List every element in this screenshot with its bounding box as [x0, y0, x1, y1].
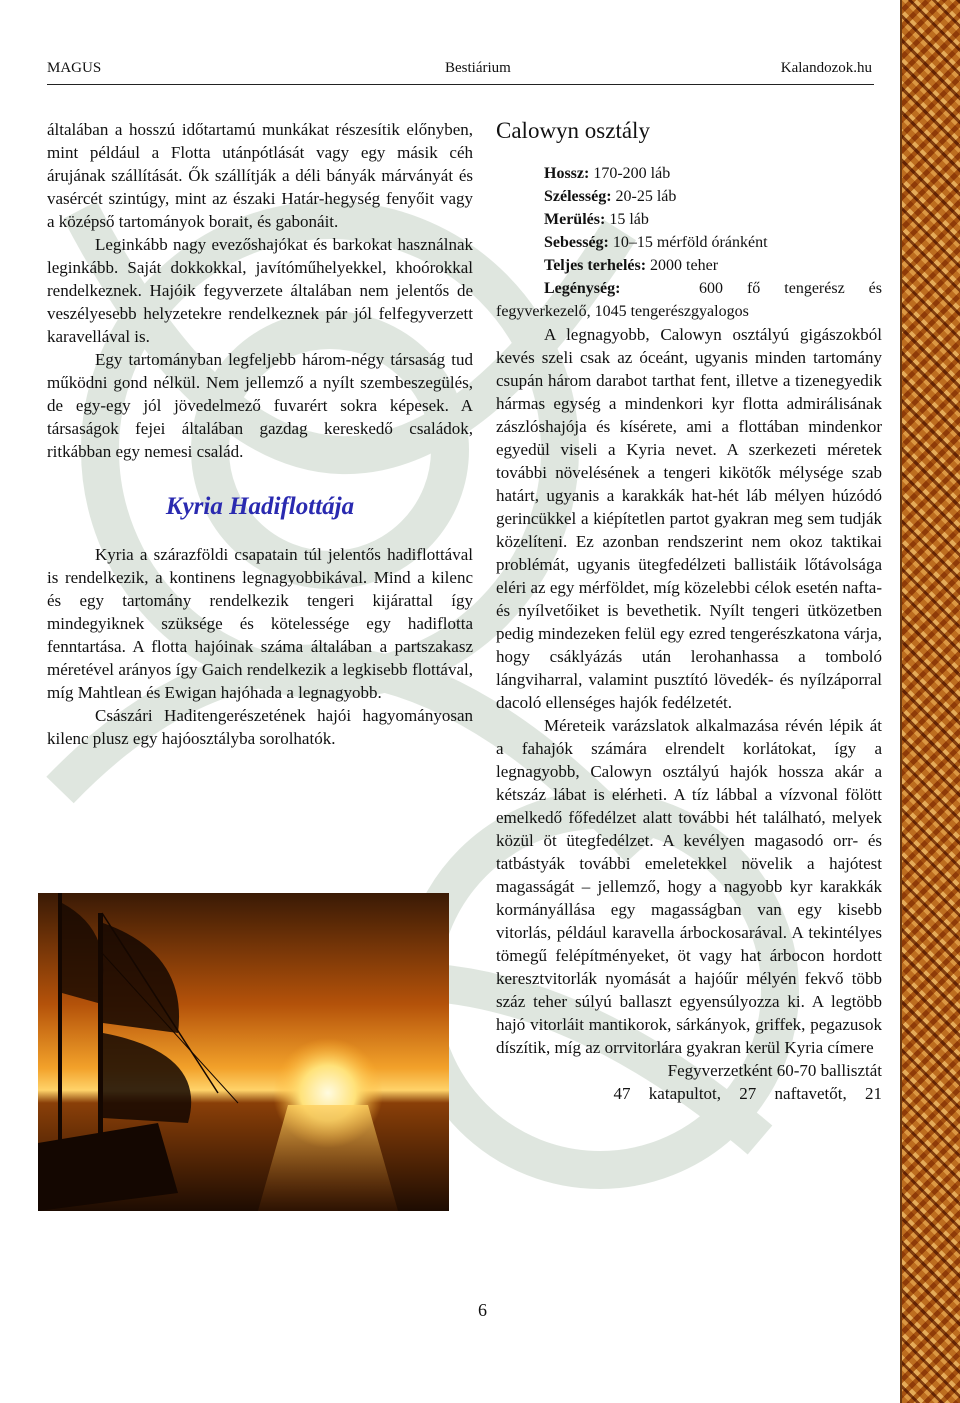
paragraph: Méreteik varázslatok alkalmazása révén lépik át a fahajók számára elrendelt korlátokat, így a legnagyobb, Calowyn osztályú hajók hossza akár a kétszáz lábat is elérheti. A tíz lábbal a vízvonal fölött emelkedő főfedélzet alatt további hét található, melyek közül öt ütegfedélzet. A kevélyen magasodó orr- és tatbástyák további emeletekkel növelik a hajótest magasságát – jellemző, hogy a nagyobb kyr karakkák kormányállása egy magasságban van egy kisebb vitorlás, például karavella árbockosarával. A tekintélyes tömegű felépítményeket, öt vagy hat árbocon hordott keresztvitorlák nyomását a hajóűr mélyén fekvő több száz teher súlyú ballaszt egyensúlyozza ki. A legtöbb hajó vitorláit mantikorok, sárkányok, griffek, pegazusok díszítik, míg az orrvitorlára gyakran kerül Kyria címere [496, 716, 882, 1057]
paragraph: Leginkább nagy evezőshajókat és barkokat használnak leginkább. Saját dokkokkal, javítóműhelyekkel, khoórokkal rendelkeznek. Hajóik fegyverzete általában nem jelentős de veszélyesebb helyzetekre rendelkeznek pár jól felfegyverzett karavellával is. [47, 235, 473, 346]
paragraph: Császári Haditengerészetének hajói hagyományosan kilenc plusz egy hajóosztályba sorolhatók. [47, 706, 473, 748]
spec-load [496, 254, 882, 277]
paragraph: A legnagyobb, Calowyn osztályú gigászokból kevés szeli csak az óceánt, ugyanis minden tartomány csupán három darabot tarthat fent, illetve a tizenegyedik hármas egység a mindenkori kyr flotta admirálisának zászlóshajója és kísérete, ami a flottában mindenkor egyedül viseli a Kyria nevet. A szerkezeti méretek további növelésének a tengeri kikötők mélysége szab határt, ugyanis a karakkák hat-hét láb mélyen húzódó gerincükkel a kiépítetlen partot gyakran meg sem tudják közelíteni. Ez azonban rendszerint nem okoz taktikai problémát, ugyanis ütegfedélzeti ballistáik lőtávolsága eléri az egy mérföldet, míg közelebbi célok esetén nafta- és nyílvetőiket is bevethetik. Nyílt tengeri ütközetben pedig mindezeken felül egy ezred tengerészkatona várja, hogy csáklyázás után lerohanhassa a tomboló lángviharral, valamint pusztító lövedék- és nyílzáporral dacoló ellenséges hajók fedélzetét. [496, 325, 882, 712]
header-center: Bestiárium [445, 60, 511, 76]
spec-length [496, 162, 882, 185]
spec-speed [496, 231, 882, 254]
header-left: MAGUS [47, 60, 102, 76]
paragraph: általában a hosszú időtartamú munkákat részesítik előnyben, mint például a Flotta utánpótlását vagy egy másik céh árujának szállítását. Ők szállítják a déli bányák márványát és vasércét szintúgy, mint az északi Határ-hegység fenyőit vagy a középső tartományok borait, és gabonáit. [47, 120, 473, 231]
spec-value: 2000 teher [650, 257, 719, 274]
section-title: Kyria Hadiflottája [165, 493, 355, 520]
sunset-ship-image [38, 893, 449, 1211]
class-title: Calowyn osztály [496, 118, 650, 143]
spec-label: Merülés: [544, 211, 606, 228]
page-number: 6 [478, 1300, 487, 1320]
spec-label: Szélesség: [544, 188, 612, 205]
right-column [496, 118, 882, 1105]
spec-value: 15 láb [609, 211, 649, 228]
spec-label: Teljes terhelés: [544, 257, 647, 274]
spec-label: Sebesség: [544, 234, 609, 251]
spec-width [496, 185, 882, 208]
spec-crew-continued: fegyverkezelő, 1045 tengerészgyalogos [496, 303, 749, 320]
paragraph: Kyria a szárazföldi csapatain túl jelentős hadiflottával is rendelkezik, a kontinens legnagyobbikával. Mind a kilenc és egy tartomány rendelkezik tengeri kijárattal így mindegyiknek szüksége és kötelessége egy hadiflotta fenntartása. A flotta hajóinak száma általában a partszakasz méretével arányos így Gaich rendelkezik a legkisebb flottával, míg Mahtlean és Ewigan hajóhada a legnagyobb. [47, 545, 473, 702]
page-header [47, 60, 874, 85]
paragraph: 47 katapultot, 27 naftavetőt, 21 [613, 1084, 882, 1103]
header-right: Kalandozok.hu [780, 60, 872, 76]
spec-value: 10–15 mérföld óránként [612, 234, 768, 251]
armament-lines [496, 1059, 882, 1105]
spec-value: 600 fő tengerész és [698, 280, 882, 297]
spec-crew [496, 277, 882, 300]
spec-label: Hossz: [544, 165, 590, 182]
left-column [47, 118, 473, 750]
paragraph: Fegyverzetként 60-70 ballisztát [667, 1061, 882, 1080]
spec-value: 170-200 láb [593, 165, 671, 182]
paragraph: Egy tartományban legfeljebb három-négy társaság tud működni gond nélkül. Nem jellemző a nyílt szembeszegülés, de egy-egy jól jövedelmező fuvarért sokra képesek. A társaságok fejei általában gazdag kereskedő családok, ritkábban egy nemesi család. [47, 350, 473, 461]
decorative-border [900, 0, 960, 1403]
spec-label: Legénység: [544, 280, 621, 297]
spec-value: 20-25 láb [615, 188, 677, 205]
spec-draught [496, 208, 882, 231]
